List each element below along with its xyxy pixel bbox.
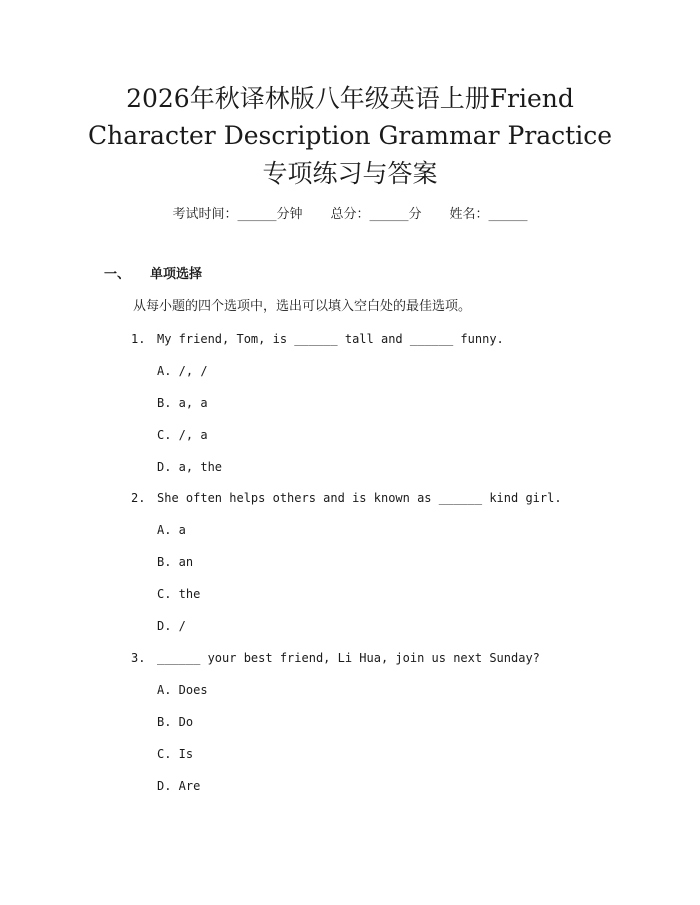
option-text: D. Are: [157, 779, 201, 793]
section-heading: [104, 266, 202, 284]
question-text: ______ your best friend, Li Hua, join us next Sunday?: [157, 651, 540, 665]
option-text: C. Is: [157, 747, 194, 761]
option-text: B. an: [157, 555, 194, 569]
document-title-line-1: 2026年秋译林版八年级英语上册Friend: [126, 84, 574, 113]
question-number: 1.: [131, 332, 146, 346]
question-text: She often helps others and is known as ______ kind girl.: [157, 491, 562, 505]
option-text: D. a, the: [157, 460, 223, 474]
exam-time-field: 考试时间：______分钟: [172, 207, 303, 222]
question-text: My friend, Tom, is ______ tall and ______ funny.: [157, 332, 504, 346]
document-title-line-3: 专项练习与答案: [262, 159, 438, 188]
question-number: 3.: [131, 651, 146, 665]
option-text: C. /, a: [157, 428, 208, 442]
option-text: A. /, /: [157, 364, 208, 378]
total-score-field: 总分：______分: [330, 207, 422, 222]
document-title-line-2: Character Description Grammar Practice: [87, 121, 613, 150]
option-text: B. Do: [157, 715, 194, 729]
question-number: 2.: [131, 491, 146, 505]
option-text: D. /: [157, 619, 186, 633]
section-instruction: 从每小题的四个选项中，选出可以填入空白处的最佳选项。: [133, 299, 472, 314]
option-text: B. a, a: [157, 396, 208, 410]
option-text: A. Does: [157, 683, 208, 697]
exam-meta-row: [0, 206, 700, 224]
student-name-field: 姓名：______: [449, 207, 528, 222]
option-text: C. the: [157, 587, 201, 601]
option-text: A. a: [157, 523, 186, 537]
section-title: 单项选择: [150, 267, 203, 282]
section-number: 一、: [104, 267, 131, 282]
